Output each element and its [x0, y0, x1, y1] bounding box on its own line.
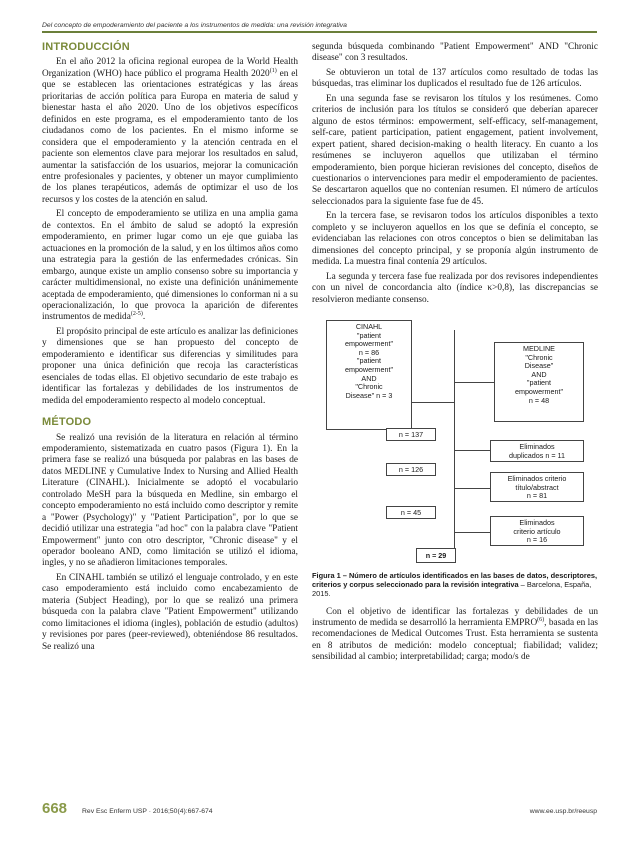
flow-cinahl-connector — [412, 402, 454, 403]
eliminated-article-line: criterio artículo — [513, 526, 561, 536]
eliminated-article-line: n = 16 — [526, 535, 548, 545]
right-paragraph-6: Con el objetivo de identificar las fortalezas y debilidades de un instrumento de medida se desarrolló la herramienta EMPRO$^{(6)}$, basada en las recomendaciones de Medical Outcomes Trust. Esta herramienta se sustenta en 8 atributos de medición: modelo conceptual; fiabilidad; validez; sensibilidad al cambio; interpretabilidad; carga; modo/s de — [312, 606, 598, 663]
citation-6: (6) — [537, 616, 545, 623]
intro-paragraph-2: El concepto de empoderamiento se utiliza en una amplia gama de contextos. En el ámbito de salud se adoptó la expresión empoderamiento, en primer lugar como un eje que guiaba las actuaciones en la promoción de la salud, y en los últimos años como una estrategia para la gestión de las enfermedades crónicas. Sin embargo, aunque existe un amplio consenso sobre su importancia y carácter multidimensional, no existe una definición unánimemente aceptada de empoderamiento, qué dimensiones lo conforman ni a su operacionalización, lo que provoca la aparición de diferentes instrumentos de medida$^{(2-5)}$. — [42, 209, 298, 323]
figure-1-caption: Figura 1 – Número de artículos identificados en las bases de datos, descriptores, criterios y corpus seleccionado para la revisión integrativa – Barcelona, España, 2015. — [312, 570, 598, 599]
cinahl-line: "patient — [356, 356, 382, 366]
method-heading: MÉTODO — [42, 416, 92, 429]
flow-elim2-connector — [454, 488, 490, 489]
cinahl-line: empowerment" — [344, 339, 394, 349]
medline-box — [494, 342, 584, 422]
cinahl-line: empowerment" — [344, 364, 394, 374]
count-45-box: n = 45 — [386, 506, 436, 519]
intro-paragraph-1: En el año 2012 la oficina regional europea de la World Health Organization (WHO) hace público el programa Health 2020$^{(1)}$ en el que se establecen las orientaciones estratégicas y las áreas prioritarias de acción política para Europa en materia de salud y bienestar hasta el año 2020. Uno de los objetivos específicos definidos en este programa, es el empoderamiento tanto de los ciudadanos como de los pacientes. En el mismo informe se considera que el empoderamiento y la atención centrada en el paciente son elementos clave para mejorar los resultados en salud, aumentar la satisfacción de los usuarios, mejorar la comunicación entre profesionales y pacientes, y obtener un mayor cumplimiento de los planes terapéuticos, además de optimizar el uso de los recursos y los costes de la atención en salud. — [42, 57, 298, 205]
medline-line: n = 48 — [528, 395, 550, 405]
journal-url: www.ee.usp.br/reeusp — [529, 808, 597, 815]
count-126-box: n = 126 — [386, 463, 436, 476]
flow-elim1-connector — [454, 450, 490, 451]
eliminated-article-line: Eliminados — [519, 517, 555, 527]
cinahl-line: CINAHL — [355, 321, 383, 331]
right-paragraph-4: En la tercera fase, se revisaron todos los artículos disponibles a texto completo y se incluyeron aquellos en los que se definía el concepto, se evidenciaban las relaciones con otros conceptos o bien se delimitaban las dimensiones del concepto principal, y se proponía algún instrumento de medida. La muestra final contenía 29 artículos. — [312, 211, 598, 268]
eliminated-article-box — [490, 516, 584, 546]
eliminated-title-abstract-box — [490, 472, 584, 502]
count-137-box: n = 137 — [386, 428, 436, 441]
page-number: 668 — [42, 800, 68, 817]
eliminated-duplicates-line: duplicados n = 11 — [508, 450, 565, 460]
eliminated-title-abstract-line: Eliminados criterio — [507, 473, 567, 483]
introduction-heading: INTRODUCCIÓN — [42, 41, 130, 53]
method-paragraph-2: En CINAHL también se utilizó el lenguaje controlado, y en este caso empoderamiento está incluido como encabezamiento de materia (Subject Heading), por lo que se realizó una primera búsqueda con la palabra clave "Patient Empowerment" utilizando como limitaciones el idioma (ingles), población de estudio (adultos) y revisiones por pares (peer-reviewed), obteniéndose 86 resultados. Se realizó una — [42, 572, 298, 652]
method-paragraph-1: Se realizó una revisión de la literatura en relación al término empoderamiento, sistematizada en cuatro pasos (Figura 1). En la primera fase se realizó una búsqueda por palabras en las bases de datos MEDLINE y Cumulative Index to Nursing and Allied Health Literature (CINAHL). Inicialmente se adoptó el vocabulario controlado MeSH para la búsqueda en Medline, sin embargo el concepto empoderamiento no está incluido como descriptor y remite a "Power (Psychology)" y "Patient Participation", por lo que se decidió utilizar una estrategia "ad hoc" con la palabra clave "Patient Empowerment" junto con otro descriptor, "Chronic disease" y el operador booleano AND, como limitación se utilizó el idioma, ingles, y no se añadieron limitaciones temporales. — [42, 432, 298, 569]
right-column — [312, 42, 598, 667]
right-paragraph-1: segunda búsqueda combinando "Patient Empowerment" AND "Chronic disease" con 3 resultados. — [312, 42, 598, 64]
running-header — [42, 22, 597, 33]
right-paragraph-2: Se obtuvieron un total de 137 artículos como resultado de todas las búsquedas, tras eliminar los duplicados el resultado fue de 126 artículos. — [312, 67, 598, 90]
right-paragraph-5: La segunda y tercera fase fue realizada por dos revisores independientes con un nivel de concordancia alto (índice κ>0,8), las discrepancias se resolvieron mediante consenso. — [312, 271, 598, 305]
medline-line: AND — [531, 369, 547, 379]
cinahl-box — [326, 320, 412, 430]
medline-line: Disease" — [524, 361, 554, 371]
eliminated-duplicates-box — [490, 440, 584, 462]
flow-medline-connector — [454, 382, 494, 383]
figure-1-flowchart — [312, 312, 598, 567]
flow-main-line — [454, 330, 455, 556]
medline-line: MEDLINE — [523, 343, 555, 353]
cinahl-line: Disease" n = 3 — [345, 390, 393, 400]
citation-1: (1) — [269, 67, 277, 74]
medline-line: "Chronic — [525, 352, 553, 362]
right-paragraph-3: En una segunda fase se revisaron los títulos y los resúmenes. Como criterios de inclusión para los títulos se consideró que deberían aparecer alguno de estos términos: empowerment, self-efficacy, self-management, self-care, patient participation, patient engagement, patient involvement, expert patient, shared decision-making o health literacy. En cuanto a los resúmenes se incluyeron aquellos que utilizaban el término empoderamiento, bien porque hicieran revisiones del concepto, diseños de cuestionarios o intervenciones para medir el empoderamiento de pacientes. Se descartaron aquellos que no contenían resumen. El número de artículos seleccionados para la siguiente fase fue de 45. — [312, 93, 598, 207]
eliminated-duplicates-line: Eliminados — [519, 441, 555, 451]
cinahl-line: AND — [361, 373, 377, 383]
eliminated-title-abstract-line: título/abstract — [515, 482, 559, 492]
journal-citation: Rev Esc Enferm USP · 2016;50(4):667-674 — [82, 808, 213, 815]
cinahl-line: "patient — [356, 330, 382, 340]
flow-elim3-connector — [454, 532, 490, 533]
cinahl-line: "Chronic — [355, 382, 383, 392]
eliminated-title-abstract-line: n = 81 — [526, 491, 548, 501]
intro-paragraph-3: El propósito principal de este artículo es analizar las definiciones y dimensiones que se han propuesto del concepto de empoderamiento e identificar sus diferencias y similitudes para proponer una única definición que recoja las características esenciales de todas ellas. El objetivo secundario de este trabajo es identificar las fortalezas y debilidades de los instrumentos de medida del empoderamiento respecto al modelo conceptual. — [42, 326, 298, 406]
count-29-box: n = 29 — [416, 548, 456, 563]
left-column — [42, 42, 298, 656]
running-title: Del concepto de empoderamiento del paciente a los instrumentos de medida: una revisión integrativa — [42, 22, 347, 29]
medline-line: empowerment" — [514, 386, 564, 396]
cinahl-line: n = 86 — [358, 347, 380, 357]
medline-line: "patient — [526, 378, 552, 388]
citation-2-5: (2-5) — [130, 311, 143, 318]
